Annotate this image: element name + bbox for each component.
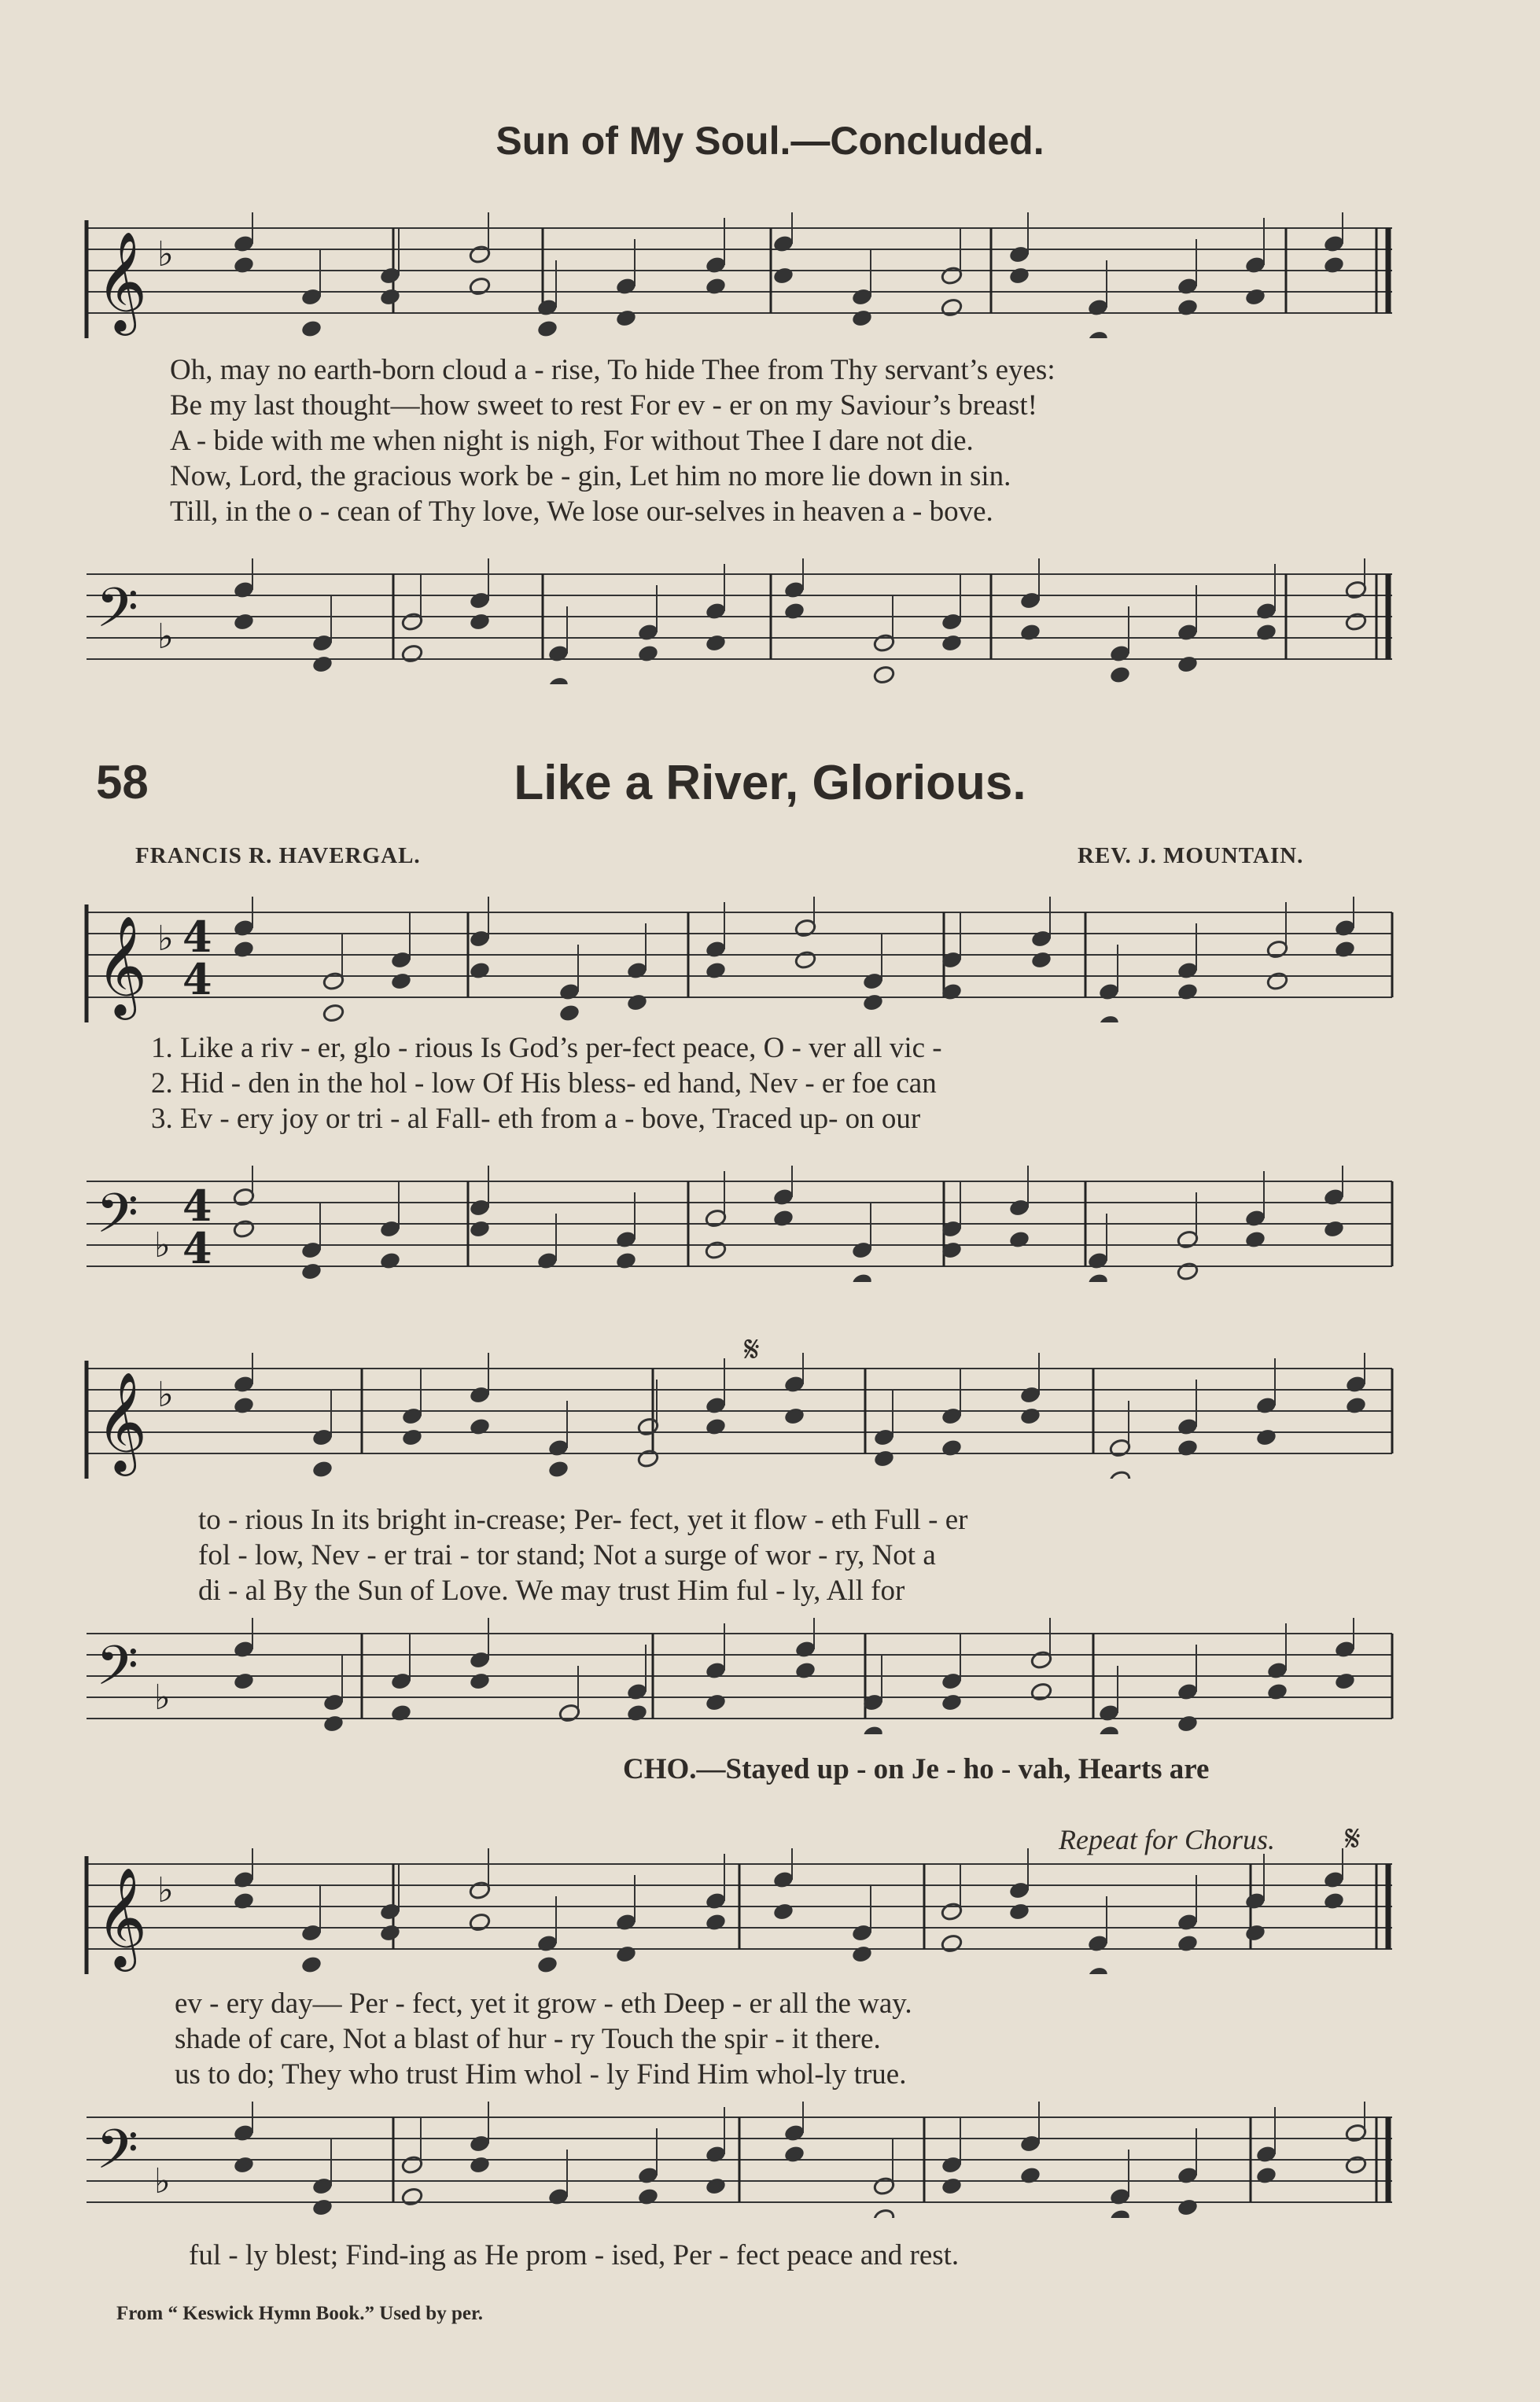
notehead [547,676,570,684]
notehead [705,2176,728,2196]
system3-treble-staff [79,1848,1400,1974]
notehead [1255,1428,1278,1447]
notehead [941,2176,963,2196]
system3-lyrics [175,1986,912,2092]
notehead [469,1219,492,1239]
notehead [626,993,649,1012]
notehead [379,287,402,307]
notehead [1008,1229,1031,1249]
notehead [1008,1902,1031,1921]
system1-lyrics [151,1030,942,1137]
notehead [705,1912,728,1932]
notehead [1019,1406,1042,1426]
repeat-for-chorus: Repeat for Chorus. [1059,1824,1275,1855]
notehead [233,255,256,274]
notehead [1019,622,1042,642]
svg-text:♭: ♭ [157,919,174,959]
notehead [772,1902,795,1921]
system2-verse-2: fol - low, Nev - er trai - tor stand; Not a surge of wor - ry, Not a [198,1539,936,1571]
notehead [851,1272,874,1282]
notehead [794,1660,817,1680]
notehead [233,1219,256,1239]
notehead [300,1954,323,1974]
notehead [401,1428,424,1447]
notehead [705,633,728,653]
notehead [873,2208,896,2218]
system1-verse-2: 2. Hid - den in the hol - low Of His bless- ed hand, Nev - er foe can [151,1067,937,1100]
notehead [233,2155,256,2175]
notehead [1266,971,1289,991]
hymn1-bass-staff [79,551,1400,684]
notehead [1244,287,1267,307]
notehead [233,939,256,959]
system3-bass-staff [79,2100,1400,2218]
hymn1-title: Sun of My Soul.—Concluded. [496,119,1044,163]
notehead [1334,939,1357,959]
noteheads [233,1848,1346,1974]
svg-text:𝄞: 𝄞 [96,915,148,1015]
hymn1-verse-1: Oh, may no earth-born cloud a - rise, To hide Thee from Thy servant’s eyes: [170,354,1056,386]
notehead [1266,1682,1289,1701]
notehead [300,319,323,338]
notehead [941,1933,963,1953]
svg-text:𝄞: 𝄞 [96,1866,148,1967]
svg-text:𝄞: 𝄞 [96,1371,148,1472]
author-credit: FRANCIS R. HAVERGAL. [135,843,421,868]
notehead [941,1438,963,1457]
notehead [637,2186,660,2206]
notehead [1177,2198,1199,2217]
notehead [1008,266,1031,286]
notehead [873,665,896,684]
notehead [469,612,492,632]
notehead [233,1671,256,1691]
svg-text:♭: ♭ [157,617,174,657]
notehead [322,1714,345,1733]
svg-text:♭: ♭ [157,1870,174,1910]
svg-text:♭: ♭ [157,1375,174,1415]
notehead [626,1703,649,1722]
footer-credit: From “ Keswick Hymn Book.” Used by per. [116,2303,484,2324]
system2-lyrics [198,1502,967,1608]
system1-verse-3: 3. Ev - ery joy or tri - al Fall- eth from a - bove, Traced up- on our [151,1103,921,1135]
notehead [941,1693,963,1712]
notehead [379,1251,402,1270]
notehead [772,1208,795,1228]
svg-text:𝄢: 𝄢 [96,1181,139,1258]
notehead [1255,622,1278,642]
notehead [637,643,660,663]
notehead [311,1459,334,1479]
notehead [772,266,795,286]
composer-credit: REV. J. MOUNTAIN. [1078,843,1304,868]
notehead [536,1954,559,1974]
notehead [1177,297,1199,317]
notehead [851,308,874,328]
svg-text:4: 4 [182,954,212,1004]
notehead [469,2155,492,2175]
system1-verse-1: 1. Like a riv - er, glo - rious Is God’s per-fect peace, O - ver all vic - [151,1032,942,1064]
system1-bass-staff [79,1164,1400,1282]
notehead [783,2144,806,2164]
svg-text:𝄢: 𝄢 [96,1634,139,1711]
notehead [1177,654,1199,674]
system2-verse-3: di - al By the Sun of Love. We may trust Him ful - ly, All for [198,1575,905,1607]
notehead [1244,1229,1267,1249]
notehead [1019,2165,1042,2185]
svg-text:♭: ♭ [157,234,174,274]
notehead [941,633,963,653]
notehead [1109,1470,1132,1479]
hymn2-title: Like a River, Glorious. [514,756,1026,810]
notehead [1087,1965,1110,1974]
notehead [873,1449,896,1468]
notehead [469,1912,492,1932]
notehead [1323,255,1346,274]
notehead [1177,1933,1199,1953]
system1-treble-staff [79,897,1400,1022]
svg-text:4: 4 [182,1223,212,1273]
hymn1-treble-staff [79,212,1400,338]
hymn1-verse-3: A - bide with me when night is nigh, For without Thee I dare not die. [170,425,974,457]
svg-text:♭: ♭ [154,1678,171,1718]
chorus-line-a: CHO.—Stayed up - on Je - ho - vah, Hearts are [623,1753,1210,1785]
notehead [311,654,334,674]
notehead [1087,330,1110,338]
system2-verse-1: to - rious In its bright in-crease; Per- fect, yet it flow - eth Full - er [198,1504,968,1536]
notehead [1098,1014,1121,1022]
notehead [1087,1272,1110,1282]
notehead [469,1417,492,1436]
chorus-line-b: ful - ly blest; Find-ing as He prom - ised, Per - fect peace and rest. [189,2239,960,2271]
notehead [1177,1438,1199,1457]
notehead [536,319,559,338]
notehead [783,601,806,621]
notehead [794,950,817,970]
svg-text:♭: ♭ [154,1225,171,1265]
noteheads [233,212,1346,338]
notehead [1345,1395,1368,1415]
noteheads [233,1353,1368,1479]
notehead [547,1459,570,1479]
notehead [379,1923,402,1943]
notehead [1030,950,1053,970]
noteheads [233,558,1368,684]
hymn1-verse-5: Till, in the o - cean of Thy love, We lose our-selves in heaven a - bove. [170,496,993,528]
notehead [1345,612,1368,632]
notehead [941,297,963,317]
notehead [469,276,492,296]
notehead [615,1251,638,1270]
svg-text:4: 4 [182,1181,212,1231]
notehead [862,993,885,1012]
hymn-number: 58 [96,756,149,809]
notehead [322,1003,345,1022]
noteheads [233,897,1357,1022]
hymn1-lyrics [170,352,1056,529]
notehead [1098,1724,1121,1734]
notehead [469,960,492,980]
notehead [1030,1682,1053,1701]
segno-sign-end: 𝄋 [1345,1817,1361,1859]
notehead [469,1671,492,1691]
notehead [1244,1923,1267,1943]
svg-text:♭: ♭ [154,2161,171,2201]
notehead [233,1891,256,1910]
svg-text:𝄢: 𝄢 [96,2117,139,2194]
notehead [1255,2165,1278,2185]
notehead [311,2198,334,2217]
notehead [851,1944,874,1964]
notehead [1323,1891,1346,1910]
notehead [1109,2208,1132,2218]
notehead [1177,1714,1199,1733]
system3-verse-1: ev - ery day— Per - fect, yet it grow - eth Deep - er all the way. [175,1988,912,2020]
svg-text:𝄢: 𝄢 [96,576,139,653]
hymn1-verse-2: Be my last thought—how sweet to rest For ev - er on my Saviour’s breast! [170,389,1037,422]
notehead [300,1262,323,1281]
segno-sign: 𝄋 [744,1328,760,1370]
notehead [1109,665,1132,684]
system2-bass-staff [79,1616,1400,1734]
notehead [615,308,638,328]
notehead [783,1406,806,1426]
notehead [637,1449,660,1468]
notehead [401,2186,424,2206]
notehead [705,1240,728,1260]
hymn1-verse-4: Now, Lord, the gracious work be - gin, Let him no more lie down in sin. [170,460,1011,492]
svg-text:4: 4 [182,912,212,962]
notehead [705,276,728,296]
notehead [558,1003,581,1022]
system2-treble-staff [79,1353,1400,1479]
notehead [615,1944,638,1964]
system3-verse-3: us to do; They who trust Him whol - ly Find Him whol-ly true. [175,2058,907,2091]
notehead [233,1395,256,1415]
svg-text:𝄞: 𝄞 [96,230,148,331]
notehead [705,1693,728,1712]
system3-verse-2: shade of care, Not a blast of hur - ry Touch the spir - it there. [175,2023,881,2055]
notehead [1177,1262,1199,1281]
notehead [1334,1671,1357,1691]
notehead [233,612,256,632]
notehead [1323,1219,1346,1239]
notehead [1177,982,1199,1001]
notehead [1345,2155,1368,2175]
notehead [862,1724,885,1734]
notehead [390,971,413,991]
notehead [401,643,424,663]
notehead [390,1703,413,1722]
notehead [705,1417,728,1436]
notehead [705,960,728,980]
